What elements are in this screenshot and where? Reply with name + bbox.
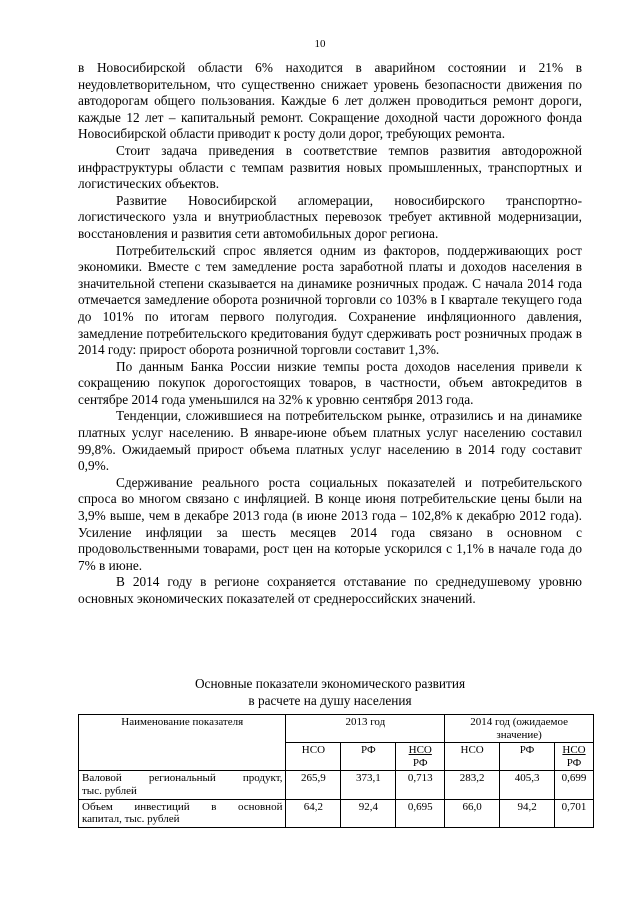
cell-2013-nso: 265,9 bbox=[286, 771, 341, 799]
row-name-line: Объем инвестиций в основной bbox=[82, 800, 283, 813]
cell-2014-rf: 94,2 bbox=[500, 799, 555, 827]
paragraph: в Новосибирской области 6% находится в аварийном состоянии и 21% в неудовлетворительном, что существенно снижает уровень безопасности движения по автодорогам общего пользования. Каждые 6 лет должен проводиться ремонт дороги, каждые 12 лет – капитальный ремонт. Сокращение доходной части дорожного фонда Новосибирской области приводит к росту доли дорог, требующих ремонта. bbox=[78, 60, 582, 142]
cell-2013-ratio: 0,713 bbox=[396, 771, 445, 799]
cell-2014-ratio: 0,701 bbox=[555, 799, 594, 827]
row-name-line: Валовой региональный продукт, bbox=[82, 772, 283, 785]
row-name bbox=[79, 771, 286, 799]
cell-2014-rf: 405,3 bbox=[500, 771, 555, 799]
indicators-table bbox=[78, 714, 594, 828]
cell-2013-ratio: 0,695 bbox=[396, 799, 445, 827]
paragraph: По данным Банка России низкие темпы роста доходов населения привели к сокращению покупок дорогостоящих товаров, в частности, объем автокредитов в сентябре 2014 года уменьшился на 32% к уровню сентября 2013 года. bbox=[78, 358, 582, 407]
cell-2014-nso: 66,0 bbox=[445, 799, 500, 827]
subheader-rf: РФ bbox=[500, 743, 555, 771]
subheader-nso: НСО bbox=[286, 743, 341, 771]
subheader-ratio bbox=[555, 743, 594, 771]
cell-2013-rf: 373,1 bbox=[341, 771, 396, 799]
paragraph: Стоит задача приведения в соответствие темпов развития автодорожной инфраструктуры области с темпам развития новых промышленных, транспортных и логистических объектов. bbox=[78, 142, 582, 192]
header-name: Наименование показателя bbox=[79, 715, 286, 771]
cell-2013-rf: 92,4 bbox=[341, 799, 396, 827]
page-number: 10 bbox=[314, 38, 326, 50]
table-row bbox=[79, 771, 594, 799]
paragraph: Тенденции, сложившиеся на потребительском рынке, отразились и на динамике платных услуг населению. В январе-июне объем платных услуг населению составил 99,8%. Ожидаемый прирост объема платных услуг населению в 2014 году составит 0,9%. bbox=[78, 408, 582, 474]
subheader-rf: РФ bbox=[341, 743, 396, 771]
cell-2014-ratio: 0,699 bbox=[555, 771, 594, 799]
row-name bbox=[79, 799, 286, 827]
document-body bbox=[78, 60, 582, 608]
paragraph: В 2014 году в регионе сохраняется отставание по среднедушевому уровню основных экономических показателей от среднероссийских значений. bbox=[78, 574, 582, 606]
ratio-denominator: РФ bbox=[412, 756, 428, 769]
table-row bbox=[79, 799, 594, 827]
table-caption bbox=[78, 676, 582, 709]
table-caption-line: Основные показатели экономического развития bbox=[194, 676, 466, 691]
table-caption-line: в расчете на душу населения bbox=[248, 692, 412, 708]
cell-2013-nso: 64,2 bbox=[286, 799, 341, 827]
row-name-line: тыс. рублей bbox=[82, 784, 137, 797]
header-2013: 2013 год bbox=[286, 715, 445, 743]
paragraph: Потребительский спрос является одним из факторов, поддерживающих рост экономики. Вместе с тем замедление роста заработной платы и доходов населения в значительной степени сказывается на динамике розничных продаж. С начала 2014 года отмечается замедление оборота розничной торговли со 103% в I квартале текущего года до 101% по итогам первого полугодия. Сохранение инфляционного давления, замедление потребительского кредитования будут сдерживать рост розничных продаж в 2014 году: прирост оборота розничной торговли составит 1,3%. bbox=[78, 242, 582, 358]
subheader-nso: НСО bbox=[445, 743, 500, 771]
row-name-line: капитал, тыс. рублей bbox=[82, 813, 180, 826]
table-header-row bbox=[79, 715, 594, 743]
cell-2014-nso: 283,2 bbox=[445, 771, 500, 799]
ratio-numerator: НСО bbox=[562, 744, 586, 757]
header-2014: 2014 год (ожидаемое значение) bbox=[445, 715, 594, 743]
ratio-numerator: НСО bbox=[408, 744, 432, 757]
ratio-denominator: РФ bbox=[566, 756, 582, 769]
paragraph: Сдерживание реального роста социальных показателей и потребительского спроса во многом связано с инфляцией. В конце июня потребительские цены были на 3,9% выше, чем в декабре 2013 года (в июне 2013 года – 102,8% к декабрю 2012 года). Усиление инфляции за шесть месяцев 2014 года связано в основном с продовольственными товарами, рост цен на которые ускорился с 1,1% в начале года до 7% в июне. bbox=[78, 474, 582, 573]
subheader-ratio bbox=[396, 743, 445, 771]
paragraph: Развитие Новосибирской агломерации, новосибирского транспортно-логистического узла и внутриобластных перевозок требует активной модернизации, восстановления и развития сети автомобильных дорог региона. bbox=[78, 192, 582, 241]
